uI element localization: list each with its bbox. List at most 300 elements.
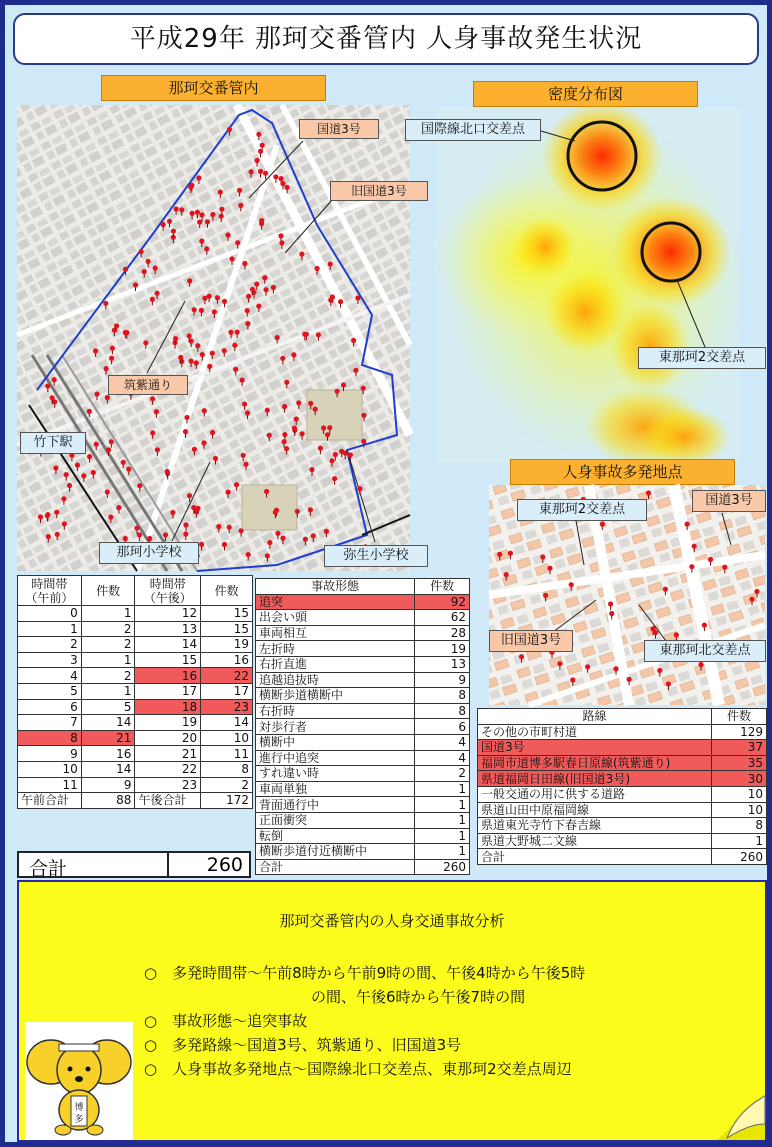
accident-pin [155, 447, 160, 452]
cell-am: 1 [18, 621, 82, 637]
accident-pin [87, 454, 92, 459]
accident-pin [263, 171, 268, 176]
accident-pin [195, 506, 200, 511]
accident-pin [121, 460, 126, 465]
header-pm-time-sub: （午後） [143, 590, 192, 605]
accident-pin [543, 593, 548, 598]
table-row [256, 734, 470, 750]
accident-pin [94, 442, 99, 447]
accident-pin [199, 239, 204, 244]
accident-pin [147, 536, 152, 541]
route-count: 129 [712, 724, 767, 740]
accident-pin [50, 395, 55, 400]
accident-pin [275, 531, 280, 536]
accident-pin [87, 409, 92, 414]
accident-pin [81, 473, 86, 478]
cell-am-n: 14 [81, 715, 135, 731]
type-name: 出会い頭 [256, 610, 415, 626]
cell-am: 10 [18, 761, 82, 777]
tag-naka-school: 那珂小学校 [99, 542, 199, 564]
accident-pin [749, 597, 754, 602]
accident-pin [234, 482, 239, 487]
table-row [18, 621, 253, 637]
accident-pin [232, 343, 237, 348]
accident-pin [547, 566, 552, 571]
accident-pin [210, 430, 215, 435]
accident-pin [271, 285, 276, 290]
cell-am: 11 [18, 777, 82, 793]
cell-am-n: 16 [81, 746, 135, 762]
accident-pin [282, 404, 287, 409]
accident-pin [689, 564, 694, 569]
accident-pin [264, 489, 269, 494]
route-count: 35 [712, 755, 767, 771]
table-row [256, 703, 470, 719]
table-row [18, 668, 253, 684]
accident-pin [361, 386, 366, 391]
analysis-line-hotspot: ○ 人身事故多発地点～国際線北口交差点、東那珂2交差点周辺 [144, 1060, 572, 1078]
accident-pin [116, 505, 121, 510]
type-name: 車両単独 [256, 781, 415, 797]
accident-pin [126, 467, 131, 472]
accident-pin [351, 338, 356, 343]
type-count: 4 [415, 734, 470, 750]
type-count: 6 [415, 719, 470, 735]
accident-pin [109, 439, 114, 444]
tag-takeshita-station: 竹下駅 [20, 432, 86, 454]
accident-pin [183, 531, 188, 536]
table-row [478, 802, 767, 818]
accident-pin [258, 149, 263, 154]
header-am-time [18, 576, 82, 606]
route-count: 10 [712, 786, 767, 802]
route-name: 合計 [478, 849, 712, 865]
am-total-label: 午前合計 [18, 793, 82, 809]
accident-pin [508, 551, 513, 556]
accident-pin [260, 143, 265, 148]
accident-pin [341, 382, 346, 387]
header-pm-count: 件数 [201, 576, 253, 606]
accident-pin [296, 400, 301, 405]
table-row [478, 740, 767, 756]
accident-pin [45, 513, 50, 518]
type-count: 13 [415, 656, 470, 672]
accident-pin [123, 267, 128, 272]
table-row [256, 812, 470, 828]
table-row [18, 606, 253, 622]
accident-pin [600, 522, 605, 527]
route-name: 県道福岡日田線(旧国道3号) [478, 771, 712, 787]
accident-pin [187, 493, 192, 498]
route-name: 県道山田中原福岡線 [478, 802, 712, 818]
accident-pin [249, 169, 254, 174]
accident-pin [216, 524, 221, 529]
accident-pin [154, 409, 159, 414]
accident-pin [104, 366, 109, 371]
cell-pm: 17 [135, 683, 201, 699]
cell-pm-n: 14 [201, 715, 253, 731]
accident-pin [192, 307, 197, 312]
type-count: 8 [415, 688, 470, 704]
accident-pin [161, 222, 166, 227]
table-row [478, 818, 767, 834]
accident-pin [504, 572, 509, 577]
density-map [420, 107, 746, 463]
type-count: 8 [415, 703, 470, 719]
accident-pin [280, 356, 285, 361]
cell-pm: 14 [135, 637, 201, 653]
type-count: 4 [415, 750, 470, 766]
route-count: 10 [712, 802, 767, 818]
accident-pin [199, 212, 204, 217]
header-pm-time [135, 576, 201, 606]
accident-pin [173, 336, 178, 341]
accident-pin [273, 510, 278, 515]
accident-pin [299, 252, 304, 257]
accident-pin [355, 295, 360, 300]
page-title: 平成29年 那珂交番管内 人身事故発生状況 [13, 13, 759, 65]
accident-pin [258, 169, 263, 174]
type-count: 92 [415, 594, 470, 610]
cell-am: 0 [18, 606, 82, 622]
accident-pin [235, 240, 240, 245]
accident-pin [540, 554, 545, 559]
accident-pin [219, 214, 224, 219]
table-row [18, 637, 253, 653]
cell-am: 4 [18, 668, 82, 684]
map-area-label: 那珂交番管内 [101, 75, 326, 101]
analysis-line-time: ○ 多発時間帯～午前8時から午前9時の間、午後4時から午後5時 [144, 964, 586, 982]
accident-pin [204, 246, 209, 251]
accident-pin [75, 463, 80, 468]
accident-pin [196, 175, 201, 180]
table-row [18, 652, 253, 668]
accident-pin [754, 589, 759, 594]
accident-pin [324, 529, 329, 534]
accident-pin [315, 266, 320, 271]
grand-total [17, 851, 251, 878]
accident-pin [265, 408, 270, 413]
accident-pin [105, 489, 110, 494]
accident-pin [275, 335, 280, 340]
accident-pin [328, 298, 333, 303]
grand-total-label: 合計 [29, 858, 68, 880]
accident-pin [137, 532, 142, 537]
table-row [18, 683, 253, 699]
accident-pin [284, 380, 289, 385]
accident-pin [282, 439, 287, 444]
type-name: 背面通行中 [256, 797, 415, 813]
accident-pin [64, 472, 69, 477]
accident-pin [245, 410, 250, 415]
accident-pin [292, 426, 297, 431]
table-row [256, 688, 470, 704]
tag-old-route3-hotspot: 旧国道3号 [489, 630, 573, 652]
route-count: 260 [712, 849, 767, 865]
accident-pin [294, 416, 299, 421]
cell-am: 5 [18, 683, 82, 699]
cell-am-n: 5 [81, 699, 135, 715]
cell-pm-n: 23 [201, 699, 253, 715]
accident-pin [210, 351, 215, 356]
route-count: 37 [712, 740, 767, 756]
accident-pin [285, 185, 290, 190]
cell-am-n: 14 [81, 761, 135, 777]
accident-pin [226, 490, 231, 495]
accident-pin [242, 261, 247, 266]
header-am-count: 件数 [81, 576, 135, 606]
accident-pin [218, 190, 223, 195]
header-type: 事故形態 [256, 579, 415, 595]
accident-pin [187, 333, 192, 338]
accident-pin [183, 429, 188, 434]
accident-pin [353, 368, 358, 373]
route-count: 8 [712, 818, 767, 834]
accident-map-svg [17, 105, 410, 571]
grand-total-value: 260 [206, 854, 243, 876]
accident-pin [308, 401, 313, 406]
accident-pin [195, 210, 200, 215]
type-name: 横断歩道横断中 [256, 688, 415, 704]
tag-higashinaka-north-intersection: 東那珂北交差点 [644, 640, 766, 662]
accident-pin [332, 476, 337, 481]
route-name: その他の市町村道 [478, 724, 712, 740]
hotspot-map [489, 485, 765, 705]
cell-am-n: 21 [81, 730, 135, 746]
accident-pin [608, 601, 613, 606]
accident-pin [155, 291, 160, 296]
accident-pin [242, 402, 247, 407]
pm-total: 172 [201, 793, 253, 809]
cell-pm: 19 [135, 715, 201, 731]
accident-pin [259, 221, 264, 226]
accident-pin [273, 174, 278, 179]
accident-pin [139, 249, 144, 254]
accident-pin [240, 378, 245, 383]
hotspot-label: 人身事故多発地点 [510, 459, 735, 485]
tag-higashinaka2-intersection: 東那珂2交差点 [638, 347, 766, 369]
type-name: 右折時 [256, 703, 415, 719]
accident-pin [110, 346, 115, 351]
cell-pm: 15 [135, 652, 201, 668]
cell-pm-n: 15 [201, 606, 253, 622]
accident-pin [321, 425, 326, 430]
mascot-icon [25, 1022, 133, 1140]
accident-pin [153, 266, 158, 271]
accident-pin [557, 661, 562, 666]
cell-am-n: 1 [81, 606, 135, 622]
cell-am: 8 [18, 730, 82, 746]
accident-pin [201, 440, 206, 445]
accident-pin [123, 536, 128, 541]
cell-pm: 23 [135, 777, 201, 793]
accident-pin [123, 330, 128, 335]
cell-am-n: 2 [81, 621, 135, 637]
accident-pin [243, 462, 248, 467]
accident-pin [105, 395, 110, 400]
accident-pin [702, 623, 707, 628]
accident-pin [329, 458, 334, 463]
accident-pin [279, 240, 284, 245]
accident-pin [609, 611, 614, 616]
accident-pin [197, 220, 202, 225]
route-table [477, 708, 767, 865]
table-row [256, 828, 470, 844]
type-name: 右折直進 [256, 656, 415, 672]
accident-pin [255, 158, 260, 163]
type-name: 転倒 [256, 828, 415, 844]
tag-route3: 国道3号 [299, 119, 379, 139]
accident-pin [187, 278, 192, 283]
accident-pin [112, 328, 117, 333]
cell-am-n: 1 [81, 683, 135, 699]
accident-pin [666, 681, 671, 686]
table-row [18, 777, 253, 793]
accident-pin [657, 668, 662, 673]
accident-pin [357, 486, 362, 491]
accident-pin [174, 206, 179, 211]
route-name: 福岡市道博多駅春日原線(筑紫通り) [478, 755, 712, 771]
table-row [256, 844, 470, 860]
cell-am-n: 2 [81, 668, 135, 684]
accident-pin [570, 677, 575, 682]
accident-pin [311, 533, 316, 538]
accident-pin [210, 212, 215, 217]
accident-pin [213, 456, 218, 461]
route-name: 県道大野城二文線 [478, 833, 712, 849]
accident-pin [194, 360, 199, 365]
type-name: 追突 [256, 594, 415, 610]
accident-pin [241, 453, 246, 458]
accident-pin [163, 532, 168, 537]
type-name: 進行中追突 [256, 750, 415, 766]
cell-am: 7 [18, 715, 82, 731]
density-label: 密度分布図 [473, 81, 698, 107]
accident-pin [133, 282, 138, 287]
accident-pin [227, 127, 232, 132]
accident-pin [245, 321, 250, 326]
header-route-count: 件数 [712, 709, 767, 725]
header-route: 路線 [478, 709, 712, 725]
accident-pin [256, 132, 261, 137]
accident-pin [229, 256, 234, 261]
accident-pin [202, 408, 207, 413]
route-count: 1 [712, 833, 767, 849]
tag-old-route3: 旧国道3号 [330, 181, 428, 201]
type-name: 追越追抜時 [256, 672, 415, 688]
accident-pin [295, 509, 300, 514]
accident-pin [94, 391, 99, 396]
type-count: 1 [415, 812, 470, 828]
type-name: 左折時 [256, 641, 415, 657]
accident-pin [698, 662, 703, 667]
type-count: 62 [415, 610, 470, 626]
type-name: 横断歩道付近横断中 [256, 844, 415, 860]
accident-pin [318, 446, 323, 451]
am-total: 88 [81, 793, 135, 809]
mascot-text-2: 多 [74, 1115, 84, 1125]
accident-pin [335, 389, 340, 394]
type-count: 9 [415, 672, 470, 688]
table-row [256, 781, 470, 797]
cell-pm: 16 [135, 668, 201, 684]
cell-am: 6 [18, 699, 82, 715]
accident-pin [150, 430, 155, 435]
table-row [18, 730, 253, 746]
route-name: 国道3号 [478, 740, 712, 756]
accident-pin [137, 483, 142, 488]
type-name: 対歩行者 [256, 719, 415, 735]
route-count: 30 [712, 771, 767, 787]
accident-pin [245, 308, 250, 313]
accident-pin [304, 332, 309, 337]
accident-pin [150, 297, 155, 302]
accident-pin [338, 299, 343, 304]
type-count: 1 [415, 797, 470, 813]
accident-pin [361, 439, 366, 444]
accident-pin [53, 465, 58, 470]
accident-pin [38, 514, 43, 519]
cell-pm-n: 19 [201, 637, 253, 653]
accident-pin [333, 452, 338, 457]
accident-pin [134, 525, 139, 530]
table-row [256, 672, 470, 688]
table-row [256, 859, 470, 875]
accident-pin [569, 582, 574, 587]
cell-pm: 13 [135, 621, 201, 637]
accident-pin [328, 261, 333, 266]
header-pm-time-label: 時間帯 [149, 576, 186, 591]
route-name: 県道東光寺竹下春吉線 [478, 818, 712, 834]
accident-pin [150, 396, 155, 401]
accident-pin [62, 521, 67, 526]
accident-pin [291, 352, 296, 357]
accident-pin [146, 259, 151, 264]
accident-pin [235, 330, 240, 335]
type-count: 28 [415, 625, 470, 641]
accident-pin [55, 532, 60, 537]
accident-pin [233, 367, 238, 372]
accident-pin [222, 299, 227, 304]
tag-chikushi-dori: 筑紫通り [108, 375, 188, 395]
accident-pin [280, 181, 285, 186]
accident-pin [265, 553, 270, 558]
analysis-line-type: ○ 事故形態～追突事故 [144, 1012, 308, 1030]
accident-pin [663, 587, 668, 592]
density-map-svg [435, 107, 740, 463]
analysis-heading: 那珂交番管内の人身交通事故分析 [279, 912, 505, 930]
accident-pin [263, 287, 268, 292]
table-row [478, 786, 767, 802]
table-row [256, 641, 470, 657]
type-count: 1 [415, 781, 470, 797]
accident-pin [108, 514, 113, 519]
accident-pin [228, 330, 233, 335]
accident-pin [222, 348, 227, 353]
accident-pin [188, 185, 193, 190]
accident-pin [183, 522, 188, 527]
cell-pm: 22 [135, 761, 201, 777]
type-name: 合計 [256, 859, 415, 875]
accident-pin [280, 536, 285, 541]
accident-pin [199, 542, 204, 547]
analysis-line-route: ○ 多発路線～国道3号、筑紫通り、旧国道3号 [144, 1036, 462, 1054]
table-row [18, 699, 253, 715]
accident-pin [279, 176, 284, 181]
header-am-time-label: 時間帯 [31, 576, 68, 591]
accident-pin [215, 295, 220, 300]
accident-pin [190, 211, 195, 216]
